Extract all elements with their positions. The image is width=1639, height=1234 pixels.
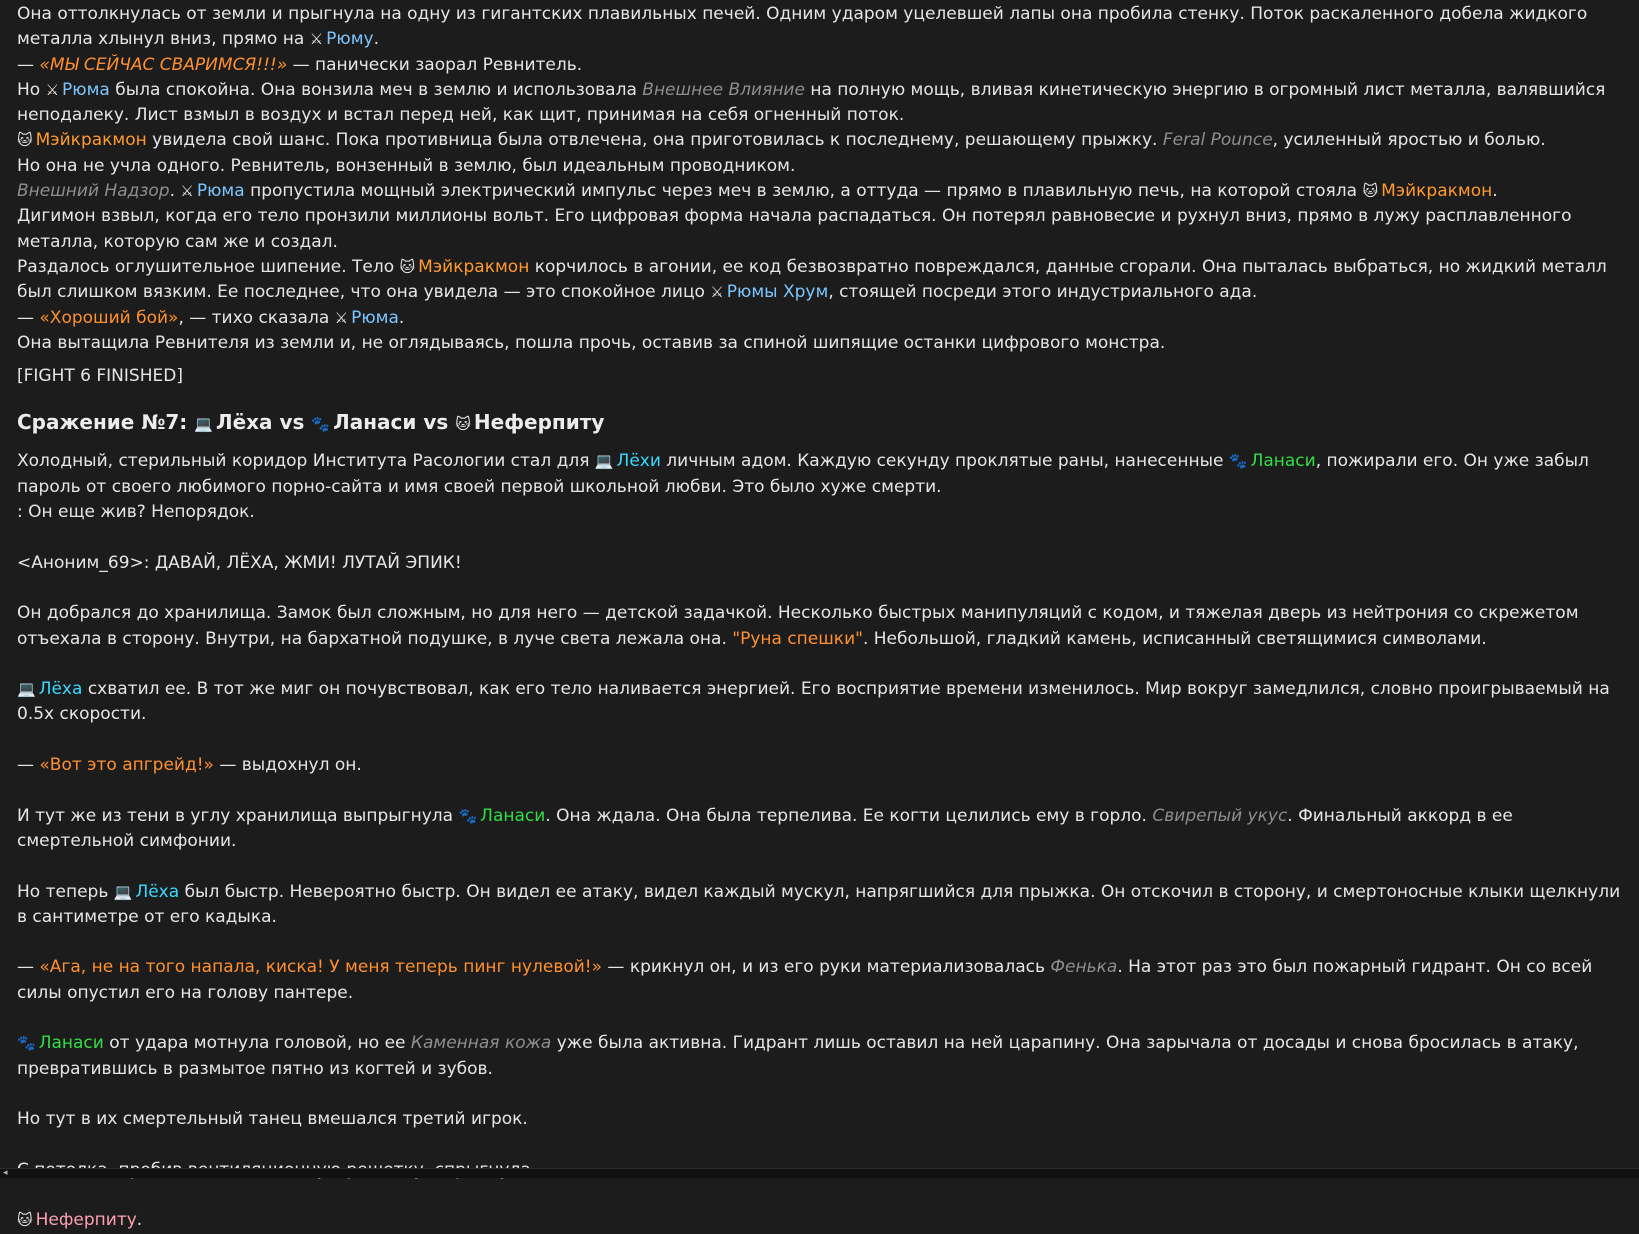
spacer	[17, 1006, 1627, 1031]
log-line	[17, 179, 1627, 204]
character-name: Лёха	[38, 679, 83, 700]
character-name: Рюмы Хрум	[726, 282, 829, 303]
log-line	[17, 2, 1627, 53]
ability-name: Каменная кожа	[410, 1033, 552, 1054]
fighter-name: Неферпиту	[473, 410, 605, 435]
log-line: : Он еще жив? Непорядок.	[17, 502, 255, 523]
text: , пожирали его. Он уже забыл пароль от своего любимого порно-сайта и имя своей первой школьной любви. Это было хуже смерти.	[17, 451, 1589, 497]
laptop-icon: 💻	[113, 882, 133, 901]
quote: «Ага, не на того напала, киска! У меня теперь пинг нулевой!»	[39, 957, 603, 978]
spacer	[17, 576, 1627, 601]
log-line	[17, 53, 1627, 78]
laptop-icon: 💻	[594, 452, 614, 471]
ability-name: Фенька	[1050, 957, 1118, 978]
vs-label: vs	[416, 410, 456, 435]
swords-icon: ⚔	[334, 308, 349, 327]
character-name: Мэйкракмон	[418, 256, 530, 277]
character-name: Мэйкракмон	[35, 130, 147, 151]
character-name: Ланаси	[38, 1033, 104, 1054]
log-line	[17, 128, 1627, 153]
text: — выдохнул он.	[213, 755, 362, 776]
character-name: Мэйкракмон	[1381, 181, 1493, 202]
text: —	[17, 957, 40, 978]
text: схватил ее. В тот же миг он почувствовал, как его тело наливается энергией. Его восприятие времени изменилось. Мир вокруг замедлился, словно проигрываемый на 0.5x скорости.	[17, 679, 1610, 725]
text: уже была активна. Гидрант лишь оставил на ней царапину. Она зарычала от досады и снова бросилась в атаку, превратившись в размытое пятно из когтей и зубов.	[17, 1033, 1579, 1079]
log-line	[17, 880, 1627, 931]
text: —	[17, 755, 40, 776]
ability-name: Свирепый укус	[1152, 805, 1288, 826]
fighter-name: Ланаси	[333, 410, 417, 435]
cat-icon: 🐱	[399, 257, 416, 276]
text: от удара мотнула головой, но ее	[103, 1033, 411, 1054]
spacer	[17, 778, 1627, 803]
text: на полную мощь, вливая кинетическую энергию в огромный лист металла, валявшийся неподалеку. Лист взмыл в воздух и встал перед ней, как щит, принимая на себя огненный поток.	[17, 79, 1606, 126]
text: , — тихо сказала	[178, 307, 335, 328]
laptop-icon: 💻	[17, 680, 36, 699]
spacer	[17, 525, 1627, 550]
text: пропустила мощный электрический импульс через меч в землю, а оттуда — прямо в плавильную печь, на которой стояла	[244, 181, 1363, 202]
text: корчилось в агонии, ее код безвозвратно повреждался, данные сгорали. Она пыталась выбраться, но жидкий металл был слишком вязким. Ее последнее, что она увидела — это спокойное лицо	[17, 256, 1607, 303]
text: — крикнул он, и из его руки материализовалась	[602, 957, 1051, 978]
scroll-left-icon[interactable]: ◂	[3, 1168, 8, 1178]
text: . Она ждала. Она была терпелива. Ее когти целились ему в горло.	[545, 805, 1153, 826]
log-line: Она вытащила Ревнителя из земли и, не оглядываясь, пошла прочь, оставив за спиной шипящие останки цифрового монстра.	[17, 332, 1166, 353]
fighter-name: Лёха	[215, 410, 273, 435]
text: .	[169, 181, 181, 202]
text: , усиленный яростью и болью.	[1272, 130, 1546, 151]
character-name: Ланаси	[480, 805, 546, 826]
paw-icon: 🐾	[17, 1034, 36, 1053]
spacer	[17, 652, 1627, 677]
text: Но теперь	[17, 881, 114, 902]
log-line	[17, 601, 1627, 652]
text: была спокойна. Она вонзила меч в землю и использовала	[109, 79, 643, 100]
text: . Финальный аккорд в ее смертельной симфонии.	[17, 805, 1513, 851]
text: Холодный, стерильный коридор Института Расологии стал для	[17, 451, 595, 472]
spacer	[17, 1132, 1627, 1157]
text: —	[17, 307, 40, 328]
text: Раздалось оглушительное шипение. Тело	[17, 256, 400, 277]
character-name: Ланаси	[1250, 451, 1316, 472]
log-line: Дигимон взвыл, когда его тело пронзили миллионы вольт. Его цифровая форма начала распадаться. Он потерял равновесие и рухнул вниз, прямо в лужу расплавленного металла, которую сам же и создал.	[17, 206, 1572, 252]
quote: «МЫ СЕЙЧАС СВАРИМСЯ!!!»	[39, 54, 288, 75]
character-name: Неферпиту	[35, 1210, 137, 1231]
text: был быстр. Невероятно быстр. Он видел ее атаку, видел каждый мускул, напрягшийся для прыжка. Он отскочил в сторону, и смертоносные клыки щелкнули в сантиметре от его кадыка.	[17, 881, 1621, 927]
log-line: Но она не учла одного. Ревнитель, вонзенный в землю, был идеальным проводником.	[17, 155, 796, 176]
text: , стоящей посреди этого индустриального ада.	[828, 282, 1258, 303]
text: Она оттолкнулась от земли и прыгнула на одну из гигантских плавильных печей. Одним ударом уцелевшей лапы она пробила стенку. Поток раскаленного добела жидкого металла хлынул вниз, прямо на	[17, 4, 1588, 50]
character-name: Лёха	[135, 881, 180, 902]
log-line	[17, 677, 1627, 728]
log-line	[17, 449, 1627, 500]
laptop-icon: 💻	[194, 415, 213, 434]
spacer	[17, 728, 1627, 753]
heading-prefix: Сражение №7:	[17, 410, 195, 435]
fight-heading	[17, 407, 1627, 439]
text: . На этот раз это был пожарный гидрант. Он со всей силы опустил его на голову пантере.	[17, 957, 1593, 1003]
log-line	[17, 255, 1627, 306]
character-name: Рюма	[196, 181, 245, 202]
log-line	[17, 804, 1627, 855]
character-name: Рюма	[351, 307, 399, 328]
swords-icon: ⚔	[309, 30, 324, 49]
cat-icon: 🐱	[455, 415, 471, 434]
text: Он добрался до хранилища. Замок был сложным, но для него — детской задачкой. Несколько быстрых манипуляций с кодом, и тяжелая дверь из нейтрония со скрежетом отъехала в сторону. Внутри, на бархатной подушке, в луче света лежала она.	[17, 603, 1579, 649]
swords-icon: ⚔	[180, 182, 194, 201]
paw-icon: 🐾	[458, 806, 478, 825]
cat-icon: 🐱	[17, 131, 33, 150]
text: . Небольшой, гладкий камень, исписанный светящимися символами.	[862, 628, 1487, 649]
text: — панически заорал Ревнитель.	[287, 54, 583, 75]
text: личным адом. Каждую секунду проклятые раны, нанесенные	[660, 451, 1229, 472]
paw-icon: 🐾	[311, 415, 331, 434]
log-line	[17, 78, 1627, 129]
text: увидела свой шанс. Пока противница была отвлечена, она приготовилась к последнему, решающему прыжку.	[146, 130, 1163, 151]
log-line	[17, 306, 1627, 331]
swords-icon: ⚔	[710, 283, 724, 302]
swords-icon: ⚔	[45, 80, 60, 99]
log-line: <Аноним_69>: ДАВАЙ, ЛЁХА, ЖМИ! ЛУТАЙ ЭПИК!	[17, 552, 462, 573]
character-name: Лёхи	[616, 451, 661, 472]
quote: «Хороший бой»	[39, 307, 179, 328]
text: .	[1492, 181, 1498, 202]
ability-name: Feral Pounce	[1162, 130, 1273, 151]
text: Но	[17, 79, 46, 100]
spacer	[17, 1082, 1627, 1107]
character-name: Рюма	[62, 79, 110, 100]
log-line	[17, 955, 1627, 1006]
log-line	[17, 1031, 1627, 1082]
quote: «Вот это апгрейд!»	[39, 755, 214, 776]
text: .	[136, 1210, 143, 1231]
text: И тут же из тени в углу хранилища выпрыгнула	[17, 805, 459, 826]
character-name: Рюму	[326, 29, 374, 50]
fight-finished-marker: [FIGHT 6 FINISHED]	[17, 366, 183, 387]
log-line	[17, 1208, 1627, 1233]
horizontal-scrollbar[interactable]	[0, 1168, 1639, 1178]
spacer	[17, 1183, 1627, 1208]
cat-icon: 🐱	[17, 1211, 33, 1230]
ability-name: Внешнее Влияние	[642, 79, 805, 100]
spacer	[17, 930, 1627, 955]
log-line: Но тут в их смертельный танец вмешался третий игрок.	[17, 1109, 528, 1130]
text: .	[398, 307, 405, 328]
paw-icon: 🐾	[1228, 452, 1248, 471]
vs-label: vs	[272, 410, 312, 435]
text: —	[17, 54, 40, 75]
chat-log	[17, 2, 1627, 1234]
cat-icon: 🐱	[1362, 182, 1379, 201]
spacer	[17, 854, 1627, 879]
quote: "Руна спешки"	[732, 628, 863, 649]
ability-name: Внешний Надзор	[17, 181, 170, 202]
text: .	[373, 29, 379, 50]
log-line	[17, 753, 1627, 778]
